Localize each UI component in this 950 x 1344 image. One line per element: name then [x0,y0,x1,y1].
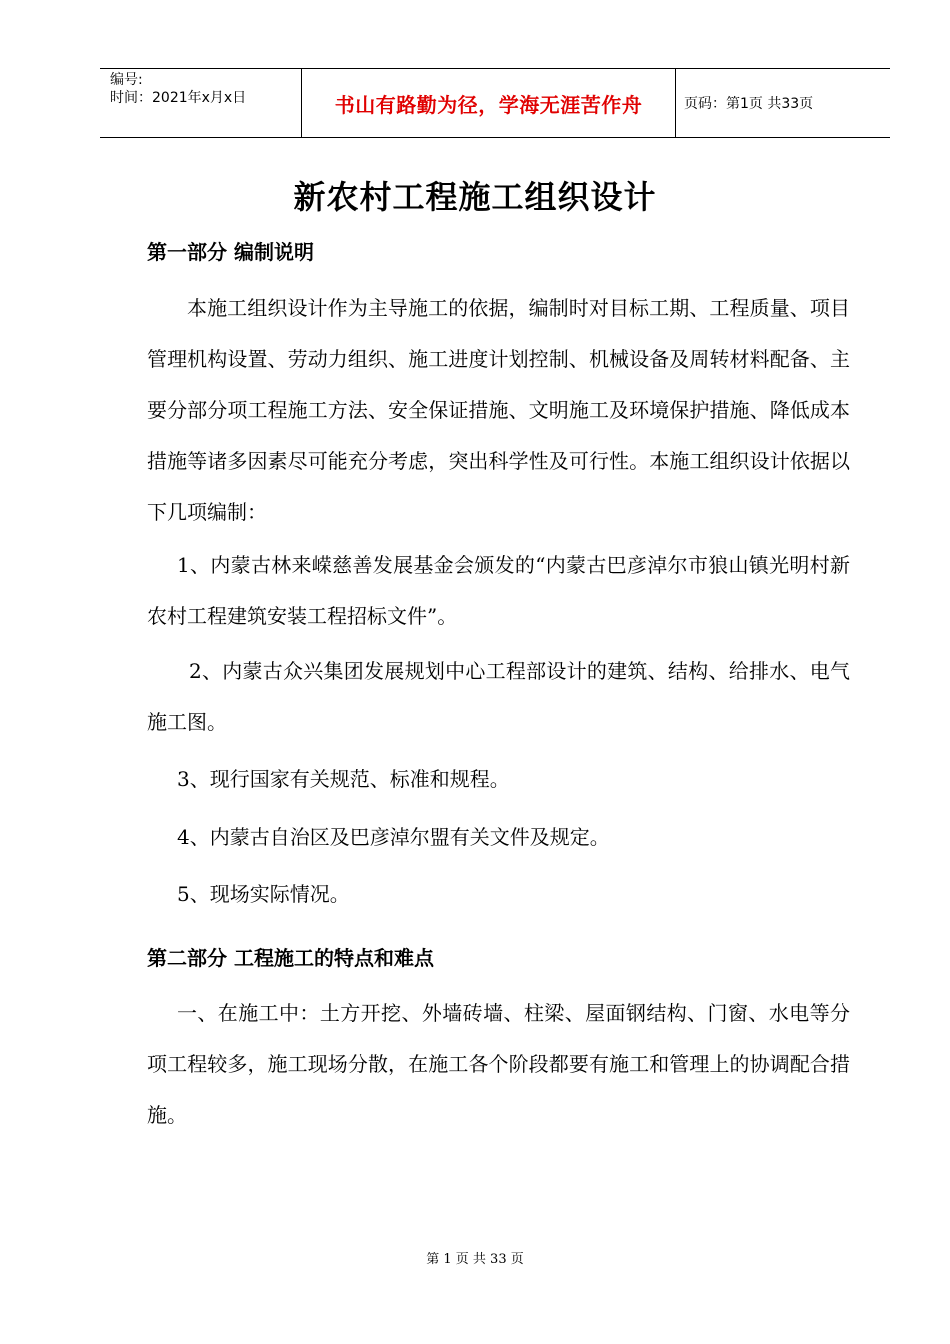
time-label: 时间：2021年x月x日 [110,90,247,106]
part1-item-4: 4、内蒙古自治区及巴彦淖尔盟有关文件及规定。 [177,825,610,849]
header-page-info: 页码：第1页 共33页 [684,96,814,112]
motto-text: 书山有路勤为径，学海无涯苦作舟 [334,92,643,117]
part1-item-1: 1、内蒙古林来嵘慈善发展基金会颁发的“内蒙古巴彦淖尔市狼山镇光明村新农村工程建筑安装工程招标文件”。 [147,553,850,628]
part1-item-5: 5、现场实际情况。 [177,882,350,906]
page-header [100,68,890,138]
part2-para-1: 一、在施工中：土方开挖、外墙砖墙、柱梁、屋面钢结构、门窗、水电等分项工程较多，施工现场分散，在施工各个阶段都要有施工和管理上的协调配合措施。 [147,1001,850,1127]
part1-item-3: 3、现行国家有关规范、标准和规程。 [177,767,510,791]
part2-heading: 第二部分 工程施工的特点和难点 [147,946,434,970]
document-title: 新农村工程施工组织设计 [293,178,657,216]
page-footer: 第 1 页 共 33 页 [426,1252,524,1267]
part1-intro: 本施工组织设计作为主导施工的依据，编制时对目标工期、工程质量、项目管理机构设置、劳动力组织、施工进度计划控制、机械设备及周转材料配备、主要分部分项工程施工方法、安全保证措施、文明施工及环境保护措施、降低成本措施等诸多因素尽可能充分考虑，突出科学性及可行性。本施工组织设计依据以下几项编制： [147,296,850,524]
code-label: 编号: [110,72,143,88]
header-meta [100,69,302,137]
part1-heading: 第一部分 编制说明 [147,240,314,264]
header-motto-cell [302,69,676,137]
part1-item-2: 2、内蒙古众兴集团发展规划中心工程部设计的建筑、结构、给排水、电气施工图。 [147,659,850,734]
